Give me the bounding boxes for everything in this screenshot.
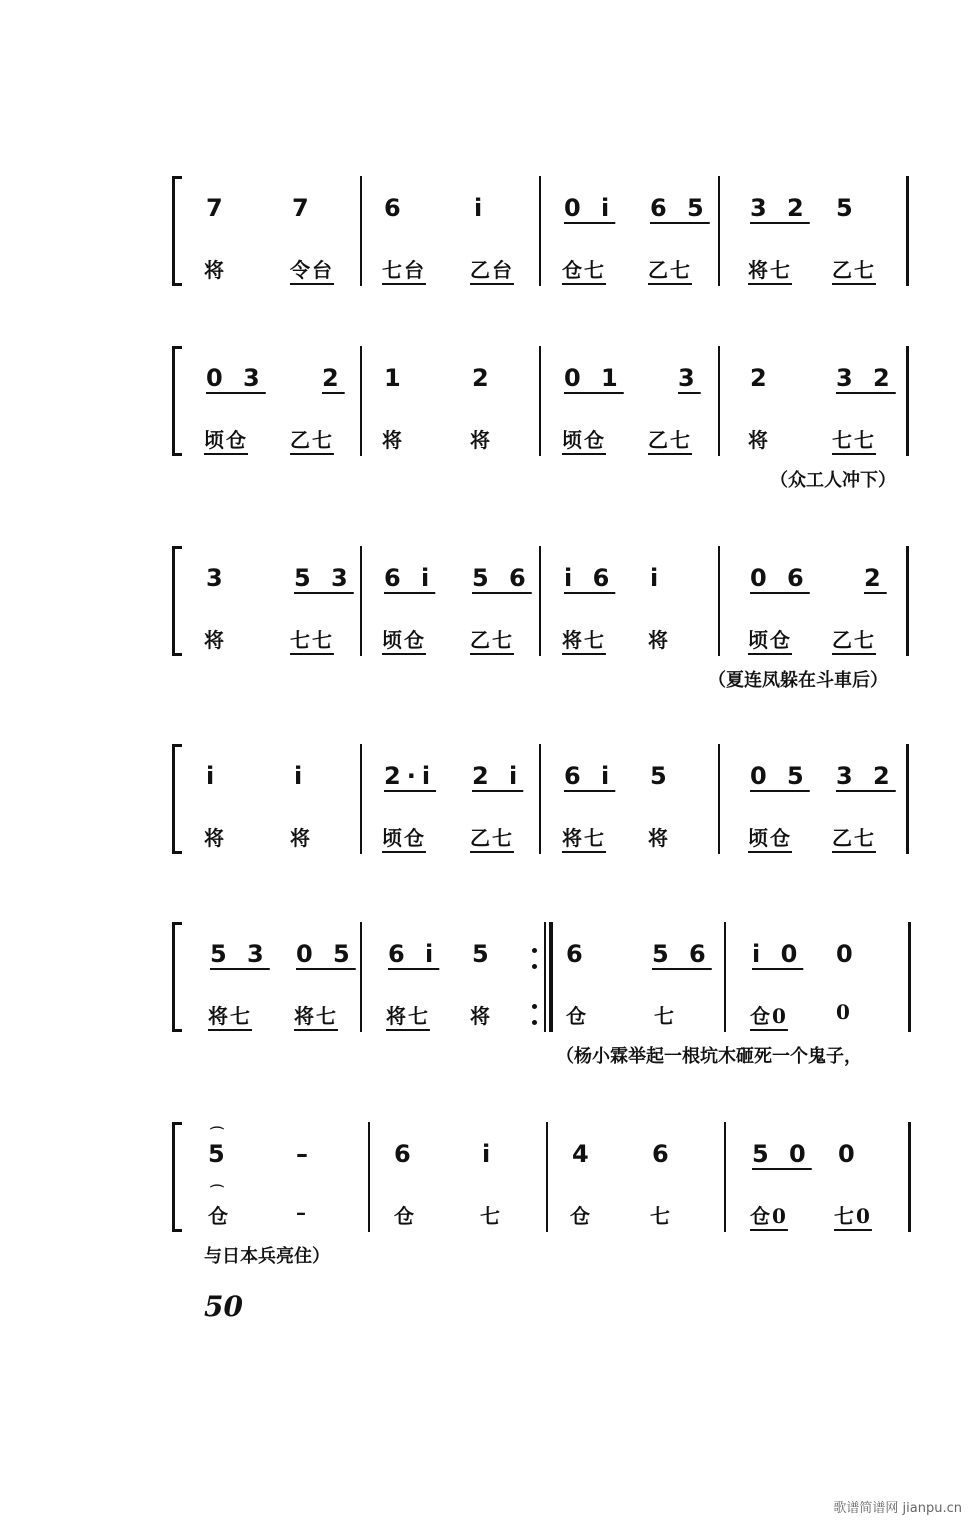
percussion-syllable: 将七 (208, 1004, 252, 1028)
stage-direction: （杨小霖举起一根坑木砸死一个鬼子， (556, 1046, 862, 1067)
percussion-syllable: – (296, 1200, 308, 1224)
melody-note: 5 6 (652, 940, 712, 968)
percussion-syllable: 乙七 (648, 258, 692, 282)
percussion-syllable: 乙七 (470, 628, 514, 652)
melody-note: 5 0 (752, 1140, 812, 1168)
melody-note: 0 (836, 940, 859, 968)
melody-note: 6 (384, 194, 407, 222)
percussion-syllable: 乙七 (832, 628, 876, 652)
fermata-icon: ⌒ (210, 1185, 224, 1201)
percussion-syllable: 将 (290, 826, 312, 850)
score-system-2 (172, 346, 912, 456)
percussion-syllable: 仓 (208, 1204, 230, 1228)
percussion-syllable: 仓七 (562, 258, 606, 282)
melody-note: – (296, 1140, 314, 1168)
page-number: 50 (204, 1290, 243, 1323)
percussion-syllable: 将 (204, 826, 226, 850)
barline (546, 1122, 548, 1232)
melody-note: 2·i (384, 762, 437, 790)
barline (539, 546, 541, 656)
percussion-syllable: 将 (204, 628, 226, 652)
melody-note: i (474, 194, 489, 222)
melody-note: i (650, 564, 665, 592)
barline (360, 176, 362, 286)
barline (724, 1122, 726, 1232)
percussion-syllable: 将七 (562, 628, 606, 652)
barline (360, 922, 362, 1032)
system-brace (172, 922, 182, 1032)
percussion-syllable: 七 (650, 1204, 672, 1228)
melody-note: i (294, 762, 309, 790)
percussion-syllable: 七七 (290, 628, 334, 652)
melody-note: 3 (678, 364, 701, 392)
barline (360, 546, 362, 656)
percussion-syllable: 将七 (562, 826, 606, 850)
melody-note: 6 i (564, 762, 616, 790)
melody-note: 6 (566, 940, 589, 968)
melody-note: 7 (206, 194, 229, 222)
melody-note: 0 5 (750, 762, 810, 790)
fermata-icon: ⌒ (210, 1127, 224, 1143)
barline (360, 744, 362, 854)
melody-note: 3 2 (836, 364, 896, 392)
barline (368, 1122, 370, 1232)
barline (718, 744, 720, 854)
percussion-syllable: 将七 (748, 258, 792, 282)
percussion-syllable: 乙台 (470, 258, 514, 282)
melody-note: i 6 (564, 564, 616, 592)
percussion-syllable: 乙七 (832, 258, 876, 282)
melody-note: 5 (836, 194, 859, 222)
melody-note: 3 (206, 564, 229, 592)
melody-note: 2 (864, 564, 887, 592)
score-system-3 (172, 546, 912, 656)
repeat-dots (532, 922, 538, 1032)
melody-note: 0 (838, 1140, 861, 1168)
percussion-syllable: 顷仓 (382, 628, 426, 652)
melody-note: 0 1 (564, 364, 624, 392)
barline (724, 922, 726, 1032)
melody-note: 6 (652, 1140, 675, 1168)
percussion-syllable: 乙七 (832, 826, 876, 850)
percussion-syllable: 仓0 (750, 1204, 788, 1228)
percussion-syllable: 仓 (566, 1004, 588, 1028)
barline-end (906, 546, 909, 656)
percussion-syllable: 顷仓 (204, 428, 248, 452)
melody-note: 5 (472, 940, 495, 968)
melody-note: 1 (384, 364, 407, 392)
score-system-4 (172, 744, 912, 854)
percussion-syllable: 七 (654, 1004, 676, 1028)
percussion-syllable: 将 (648, 826, 670, 850)
barline (718, 346, 720, 456)
melody-note: 6 i (388, 940, 440, 968)
percussion-syllable: 顷仓 (748, 628, 792, 652)
melody-note: 5 6 (472, 564, 532, 592)
system-brace (172, 546, 182, 656)
melody-note: 2 (750, 364, 773, 392)
barline-end (906, 176, 909, 286)
melody-note: 0 i (564, 194, 616, 222)
melody-note: i (482, 1140, 497, 1168)
percussion-syllable: 将七 (386, 1004, 430, 1028)
melody-note: 4 (572, 1140, 595, 1168)
barline-end (908, 1122, 911, 1232)
melody-note: 5 3 (294, 564, 354, 592)
percussion-syllable: 仓 (570, 1204, 592, 1228)
system-brace (172, 346, 182, 456)
melody-note: 0 5 (296, 940, 356, 968)
percussion-syllable: 七0 (834, 1204, 872, 1228)
melody-note: 0 3 (206, 364, 266, 392)
melody-note: 6 i (384, 564, 436, 592)
percussion-syllable: 七台 (382, 258, 426, 282)
percussion-syllable: 令台 (290, 258, 334, 282)
score-system-5 (172, 922, 912, 1032)
melody-note: 2 (472, 364, 495, 392)
percussion-syllable: 顷仓 (562, 428, 606, 452)
system-brace (172, 744, 182, 854)
melody-note: 3 2 (750, 194, 810, 222)
melody-note: 6 5 (650, 194, 710, 222)
percussion-syllable: 仓 (394, 1204, 416, 1228)
melody-note: 6 (394, 1140, 417, 1168)
percussion-syllable: 七 (480, 1204, 502, 1228)
system-brace (172, 1122, 182, 1232)
melody-note: i 0 (752, 940, 804, 968)
barline (718, 546, 720, 656)
score-system-6 (172, 1122, 912, 1232)
score-system-1 (172, 176, 912, 286)
percussion-syllable: 乙七 (648, 428, 692, 452)
barline (539, 176, 541, 286)
repeat-barline (544, 922, 546, 1032)
melody-note: 2 (322, 364, 345, 392)
stage-direction: 与日本兵亮住） (204, 1246, 330, 1267)
percussion-syllable: 仓0 (750, 1004, 788, 1028)
repeat-barline (549, 922, 553, 1032)
percussion-syllable: 将 (204, 258, 226, 282)
barline-end (906, 744, 909, 854)
melody-note: i (206, 762, 221, 790)
percussion-syllable: 顷仓 (748, 826, 792, 850)
percussion-syllable: 将 (470, 428, 492, 452)
barline-end (908, 922, 911, 1032)
stage-direction: （众工人冲下） (770, 470, 896, 491)
melody-note: 2 i (472, 762, 524, 790)
percussion-syllable: 顷仓 (382, 826, 426, 850)
melody-note: 5 (208, 1140, 231, 1168)
percussion-syllable: 乙七 (290, 428, 334, 452)
barline (539, 744, 541, 854)
barline (539, 346, 541, 456)
percussion-syllable: 将 (382, 428, 404, 452)
melody-note: 7 (292, 194, 315, 222)
system-brace (172, 176, 182, 286)
barline (360, 346, 362, 456)
percussion-syllable: 将七 (294, 1004, 338, 1028)
melody-note: 0 6 (750, 564, 810, 592)
percussion-syllable: 0 (836, 1000, 852, 1024)
watermark: 歌谱简谱网 jianpu.cn (833, 1501, 962, 1516)
percussion-syllable: 七七 (832, 428, 876, 452)
percussion-syllable: 将 (648, 628, 670, 652)
barline-end (906, 346, 909, 456)
melody-note: 3 2 (836, 762, 896, 790)
barline (718, 176, 720, 286)
melody-note: 5 (650, 762, 673, 790)
stage-direction: （夏连凤躲在斗車后） (708, 670, 888, 691)
percussion-syllable: 将 (470, 1004, 492, 1028)
percussion-syllable: 乙七 (470, 826, 514, 850)
melody-note: 5 3 (210, 940, 270, 968)
percussion-syllable: 将 (748, 428, 770, 452)
